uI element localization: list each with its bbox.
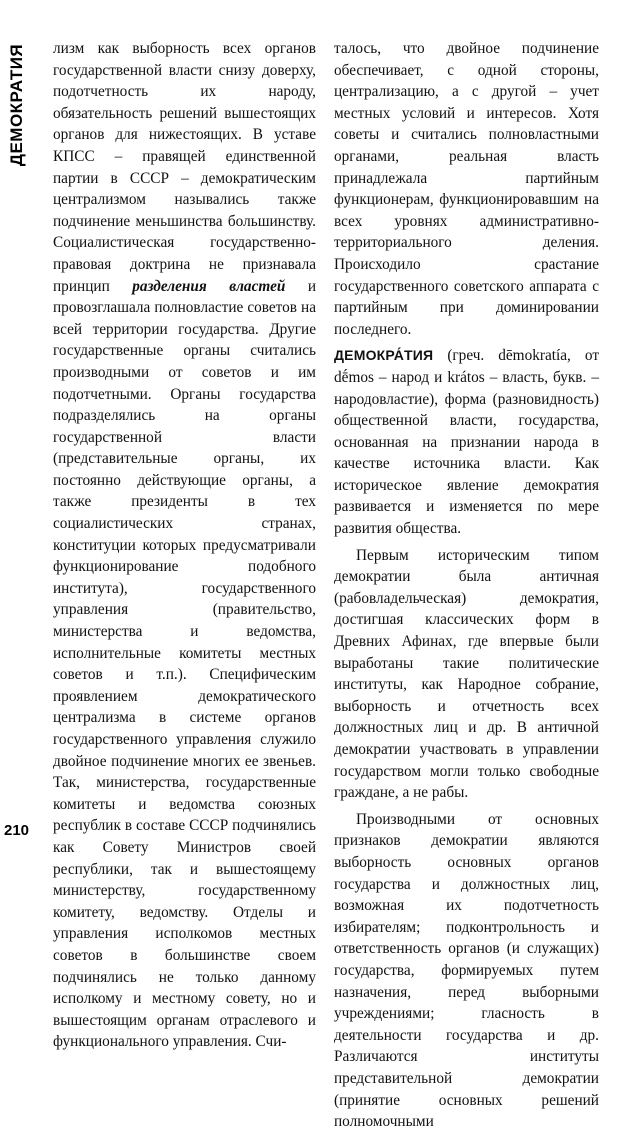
entry-headword: ДЕМОКРА́ТИЯ (334, 347, 434, 364)
page-number: 210 (4, 822, 30, 839)
features-paragraph: Производными от основных признаков демократии являются выборность основных органов государства и должностных лиц, возможная их подотчетность избирателям; подконтрольность и ответственность органов (и служащих) государства, формируемых путем назначения, перед выборными учреждениями; гласность в деятельности государства и др. Различаются институты представительной демократии (принятие основных решений полномочными (334, 810, 599, 1131)
continued-paragraph: талось, что двойное подчинение обеспечивает, с одной стороны, централизацию, а с другой – учет местных условий и интересов. Хотя советы и считались полновластными органами, реальная власть принадлежала партийным функционерам, функционировавшим на всех уровнях административно-территориального деления. Происходило срастание государственного советского аппарата с партийным при доминировании последнего. (334, 40, 599, 338)
right-column (334, 38, 599, 1133)
entry-definition: (греч. dēmokratía, от dḗmos – народ и krátos – власть, букв. – народовластие), форма (разновидность) общественной власти, государства, основанная на признании народа в качестве источника власти. Как историческое явление демократия развивается и изменяется по мере развития общества. (334, 347, 599, 538)
running-title (5, 40, 29, 170)
cross-reference-term: разделения властей (132, 277, 286, 295)
history-paragraph: Первым историческим типом демократии была античная (рабовладельческая) демократия, достигшая классических форм в Древних Афинах, где впервые были выработаны такие политические институты, как Народное собрание, выборность и отчетность всех должностных лиц и др. В античной демократии участвовать в управлении государством могли только свободные граждане, а не рабы. (334, 546, 599, 802)
running-title-text: ДЕМОКРАТИЯ (7, 43, 26, 167)
left-paragraph (53, 38, 316, 1053)
left-text-a: лизм как выборность всех органов государственной власти снизу доверху, подотчетность их народу, обязательность решений вышестоящих органов для нижестоящих. В уставе КПСС – правящей единственной партии в СССР – демократическим централизмом назывались также подчинение меньшинства большинству. Социалистическая государственно-правовая доктрина не признавала принцип (53, 40, 316, 295)
left-text-b: и провозглашала полновластие советов на всей территории государства. Другие государственные органы считались производными от советов и им подотчетными. Органы государства подразделялись на органы государственной власти (представительные органы, их постоянно действующие органы, а также президенты в тех социалистических странах, конституции которых предусматривали функционирование подобного института), государственного управления (правительство, министерства и ведомства, исполнительные комитеты местных советов и т.п.). Специфическим проявлением демократического централизма в системе органов государственного управления служило двойное подчинение многих ее звеньев. Так, министерства, государственные комитеты и ведомства союзных республик в составе СССР подчинялись как Совету Министров своей республики, так и вышестоящему министерству, государственному комитету, ведомству. Отделы и управления исполкомов местных советов в большинстве своем подчинялись не только данному исполкому и местному совету, но и вышестоящим органам отраслевого и функционального управления. Счи- (53, 277, 317, 1051)
left-column (53, 38, 316, 1053)
dictionary-entry (334, 345, 599, 539)
